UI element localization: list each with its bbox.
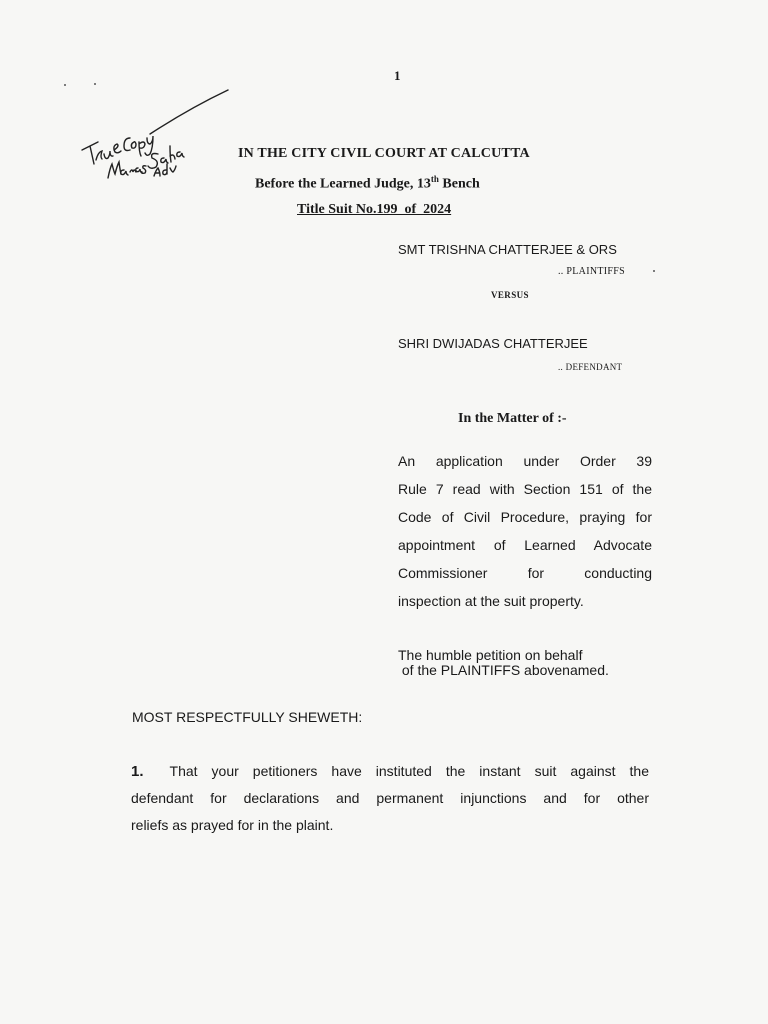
petition-statement [398, 648, 609, 678]
paragraph-line [131, 762, 649, 789]
paragraph-1 [131, 762, 649, 843]
defendant-name: SHRI DWIJADAS CHATTERJEE [398, 336, 588, 351]
application-line: inspection at the suit property. [398, 593, 584, 609]
scan-speck [653, 270, 655, 272]
defendant-role: .. DEFENDANT [558, 362, 623, 372]
paragraph-number: 1. [131, 763, 144, 780]
judge-line-suffix: Bench [438, 176, 480, 192]
application-line: appointment of Learned Advocate [398, 537, 652, 553]
paragraph-line-text: That your petitioners have instituted the instant suit against the [169, 763, 649, 779]
judge-line-text: Before the Learned Judge, 13 [255, 176, 431, 192]
page-number: 1 [394, 68, 401, 83]
judge-line [255, 174, 480, 193]
application-line: An application under Order 39 [398, 453, 652, 469]
paragraph-line: reliefs as prayed for in the plaint. [131, 817, 334, 833]
paragraph-line: defendant for declarations and permanent injunctions and for other [131, 790, 649, 806]
versus-label: VERSUS [491, 290, 529, 300]
application-line: Code of Civil Procedure, praying for [398, 509, 652, 525]
scan-speck [64, 84, 66, 86]
matter-heading: In the Matter of :- [458, 411, 567, 426]
application-line: Commissioner for conducting [398, 565, 652, 581]
suit-number: Title Suit No.199 of 2024 [297, 202, 452, 217]
court-title: IN THE CITY CIVIL COURT AT CALCUTTA [238, 146, 530, 161]
scan-speck [94, 83, 96, 85]
application-description [398, 452, 652, 620]
plaintiff-role: .. PLAINTIFFS [558, 266, 625, 277]
plaintiff-name: SMT TRISHNA CHATTERJEE & ORS [398, 242, 617, 257]
petition-line: The humble petition on behalf [398, 647, 583, 663]
salutation: MOST RESPECTFULLY SHEWETH: [132, 709, 363, 725]
petition-line: of the PLAINTIFFS abovenamed. [398, 662, 609, 678]
handwritten-signature [80, 88, 230, 183]
application-line: Rule 7 read with Section 151 of the [398, 481, 652, 497]
judge-line-ordinal: th [430, 174, 439, 184]
